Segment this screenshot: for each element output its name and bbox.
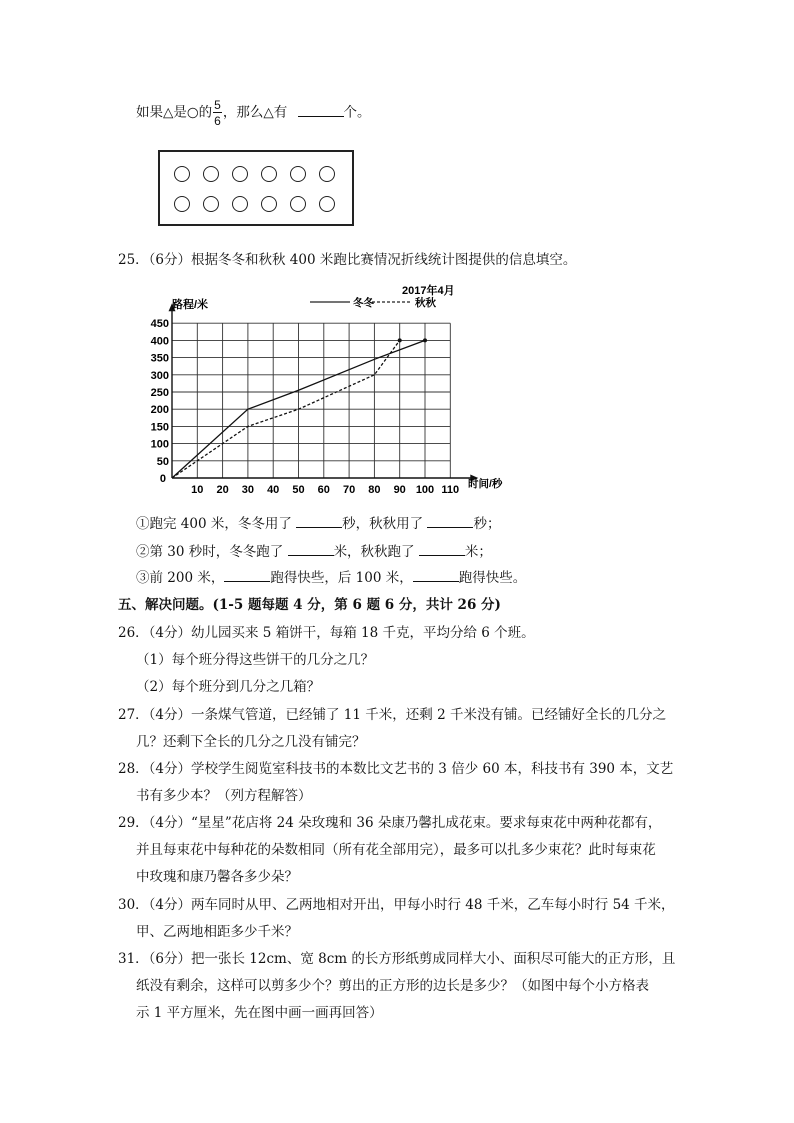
fill3-blank-last[interactable] — [413, 570, 459, 582]
x-tick-label: 20 — [216, 484, 229, 496]
fill2-text-c: 米； — [464, 544, 492, 560]
chart-title: 2017年4月 — [402, 285, 455, 297]
frac-numerator: 5 — [214, 98, 221, 112]
circle-icon — [203, 166, 219, 182]
q25-fill1 — [136, 512, 500, 532]
q31-line2: 纸没有剩余，这样可以剪多少个？剪出的正方形的边长是多少？（如图中每个小方格表 — [136, 978, 649, 994]
q26-line1: 26．（4分）幼儿园买来 5 箱饼干，每箱 18 千克，平均分给 6 个班。 — [118, 625, 535, 641]
fill2-text-b: 米，秋秋跑了 — [333, 544, 415, 560]
y-tick-label: 50 — [156, 455, 169, 468]
fill1-text-a: ①跑完 400 米，冬冬用了 — [136, 516, 292, 532]
legend-label-dongdong: 冬冬 — [353, 297, 374, 309]
circle-icon — [232, 196, 248, 212]
x-tick-label: 50 — [292, 484, 305, 496]
x-tick-label: 110 — [441, 484, 460, 496]
q26-line3: （2）每个班分到几分之几箱？ — [136, 679, 321, 695]
x-tick-label: 80 — [368, 484, 381, 496]
q24-fraction — [213, 99, 222, 127]
q25-fill3 — [136, 566, 526, 586]
fill1-blank-qiuqiu[interactable] — [427, 516, 473, 528]
series-endpoint — [398, 338, 402, 342]
q24-suffix: 个。 — [343, 104, 371, 121]
distance-time-chart — [150, 280, 530, 500]
y-tick-label: 250 — [150, 387, 169, 399]
y-tick-label: 300 — [150, 369, 169, 382]
fill1-blank-dongdong[interactable] — [296, 516, 342, 528]
fill2-blank-qiuqiu[interactable] — [419, 544, 465, 556]
q25-head: 25．（6分）根据冬冬和秋秋 400 米跑比赛情况折线统计图提供的信息填空。 — [118, 252, 577, 268]
section5-title: 五、解决问题。(1-5 题每题 4 分，第 6 题 6 分，共计 26 分) — [118, 597, 501, 613]
y-tick-label: 400 — [150, 335, 169, 348]
circle-icon — [174, 166, 190, 182]
y-tick-label: 450 — [150, 318, 169, 331]
chart-xlabel: 时间/秒 — [468, 478, 503, 490]
origin-label: 0 — [159, 473, 166, 485]
fill1-text-b: 秒，秋秋用了 — [342, 516, 424, 532]
q29-line1: 29．（4分）“星星”花店将 24 朵玫瑰和 36 朵康乃馨扎成花束。要求每束花中两种花都有， — [118, 815, 662, 831]
x-tick-label: 70 — [342, 484, 356, 496]
x-tick-label: 60 — [317, 484, 330, 496]
q29-line2: 并且每束花中每种花的朵数相同（所有花全部用完），最多可以扎多少束花？此时每束花 — [136, 842, 656, 858]
chart-series — [172, 338, 427, 478]
q28-line1: 28．（4分）学校学生阅览室科技书的本数比文艺书的 3 倍少 60 本，科技书有 390 本，文艺 — [118, 761, 674, 777]
circle-icon — [174, 196, 190, 212]
circle-icon — [319, 196, 335, 212]
circle-icon — [290, 166, 306, 182]
fill2-blank-dongdong[interactable] — [288, 544, 334, 556]
circle-icon — [319, 166, 335, 182]
circle-icon — [203, 196, 219, 212]
fill2-text-a: ②第 30 秒时，冬冬跑了 — [136, 544, 284, 560]
x-tick-label: 10 — [191, 484, 204, 496]
q30-line1: 30．（4分）两车同时从甲、乙两地相对开出，甲每小时行 48 千米，乙车每小时行 54 千米， — [118, 897, 675, 913]
circle-icon — [261, 196, 277, 212]
q31-line3: 示 1 平方厘米，先在图中画一画再回答） — [136, 1005, 383, 1021]
circle-icon — [290, 196, 306, 212]
circle-icon — [232, 166, 248, 182]
q26-line2: （1）每个班分得这些饼干的几分之几？ — [136, 652, 375, 668]
q31-line1: 31．（6分）把一张长 12cm、宽 8cm 的长方形纸剪成同样大小、面积尽可能大的正方形，且 — [118, 951, 676, 967]
fill3-text-b: 跑得快些，后 100 米， — [270, 570, 413, 586]
y-tick-label: 150 — [150, 421, 169, 434]
y-tick-label: 100 — [150, 438, 169, 451]
q25-fill2 — [136, 540, 492, 560]
fill3-text-c: 跑得快些。 — [458, 570, 527, 586]
q24-line — [136, 99, 371, 127]
circles-box — [158, 150, 354, 226]
q30-line2: 甲、乙两地相距多少千米？ — [136, 924, 298, 940]
frac-denominator: 6 — [214, 114, 221, 128]
q27-line2: 几？还剩下全长的几分之几没有铺完？ — [136, 734, 366, 750]
x-tick-label: 30 — [241, 484, 255, 496]
q27-line1: 27．（4分）一条煤气管道，已经铺了 11 千米，还剩 2 千米没有铺。已经铺好全长的几分之 — [118, 707, 666, 723]
q28-line2: 书有多少本？（列方程解答） — [136, 788, 312, 804]
fill3-blank-first[interactable] — [224, 570, 270, 582]
series-endpoint — [423, 338, 427, 342]
q24-middle: ，那么△有 — [222, 104, 288, 121]
x-tick-label: 40 — [267, 484, 280, 496]
chart-legend — [172, 283, 503, 490]
q24-prefix: 如果△是○的 — [136, 104, 213, 121]
x-tick-label: 90 — [393, 484, 406, 496]
q24-answer-blank[interactable] — [298, 105, 344, 117]
chart-ylabel: 路程/米 — [172, 299, 209, 311]
y-tick-label: 200 — [150, 404, 169, 417]
fill3-text-a: ③前 200 米， — [136, 570, 225, 586]
q29-line3: 中玫瑰和康乃馨各多少朵？ — [136, 869, 298, 885]
y-tick-label: 350 — [150, 352, 169, 365]
x-tick-label: 100 — [415, 484, 435, 496]
fill1-text-c: 秒； — [473, 516, 501, 532]
circle-icon — [261, 166, 277, 182]
legend-label-qiuqiu: 秋秋 — [415, 297, 436, 309]
